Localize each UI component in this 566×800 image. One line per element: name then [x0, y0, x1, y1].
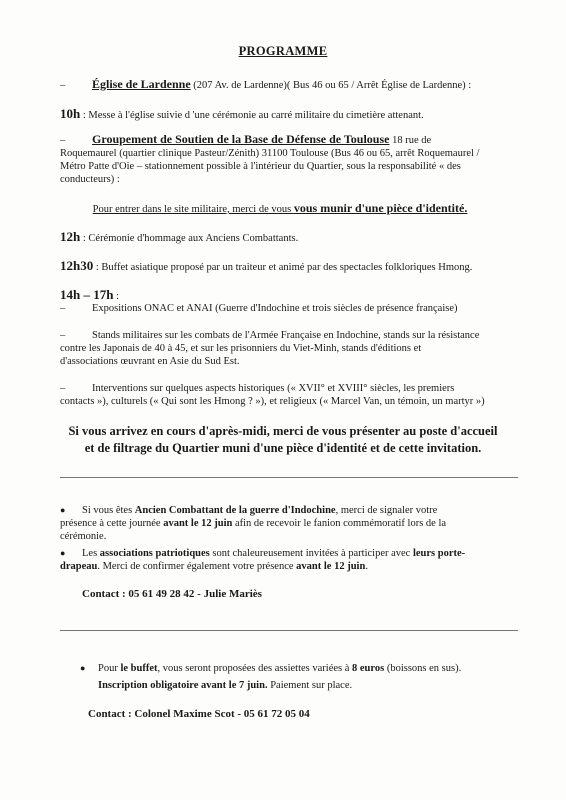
associations-deadline: avant le 12 juin — [296, 561, 366, 572]
contact-julie: Contact : 05 61 49 28 42 - Julie Mariès — [82, 588, 262, 600]
text-12h30: : Buffet asiatique proposé par un traiteur et animé par des spectacles folkloriques Hmong. — [93, 262, 473, 273]
buffet-registration: Inscription obligatoire avant le 7 juin. — [98, 680, 268, 691]
veterans-bold: Ancien Combattant de la guerre d'Indochine — [134, 505, 336, 516]
time-12h: 12h — [60, 229, 81, 244]
item-expositions-text: Expositions ONAC et ANAI (Guerre d'Indochine et trois siècles de présence française) — [92, 303, 458, 314]
time-14h-suffix: : — [113, 291, 120, 302]
veterans-notice: ● Si vous êtes Ancien Combattant de la guerre d'Indochine, merci de signaler votre présence à cette journée avant le 12 juin afin de recevoir le fanion commémoratif lors de la cérémonie. — [60, 505, 447, 542]
associations-notice: ● Les associations patriotiques sont chaleureusement invitées à participer avec leurs porte- drapeau. Merci de confirmer également votre présence avant le 12 juin. — [60, 548, 466, 572]
addr-line3: Métro Patte d'Oie – stationnement possible à l'intérieur du Quartier, sous la responsabilité « des — [60, 161, 461, 172]
stands-line2: contre les Japonais de 40 à 45, et sur les prisonniers du Viet-Minh, stands d'éditions et — [60, 343, 422, 354]
time-12h30: 12h30 — [60, 258, 94, 273]
divider — [60, 477, 518, 478]
addr-line1: 18 rue de — [389, 135, 432, 146]
afternoon-line1: Si vous arrivez en cours d'après-midi, merci de vous présenter au poste d'accueil — [68, 424, 498, 438]
bullet-icon: ● — [80, 663, 86, 673]
contact-colonel: Contact : Colonel Maxime Scot - 05 61 72 05 04 — [88, 708, 310, 720]
section-gsbdd — [60, 133, 526, 186]
id-notice-bold: vous munir d'une pièce d'identité. — [293, 201, 468, 215]
addr-line2: Roquemaurel (quartier clinique Pasteur/Zénith) 31100 Toulouse (Bus 46 ou 65, arrêt Roquemaurel / — [60, 148, 480, 159]
divider — [60, 630, 518, 631]
bullet-icon: ● — [60, 505, 66, 515]
section-12h — [60, 230, 530, 245]
page-title: PROGRAMME — [238, 44, 328, 58]
text-12h: : Cérémonie d'hommage aux Anciens Combattants. — [80, 233, 299, 244]
buffet-bold: le buffet — [120, 663, 158, 674]
afternoon-line2: et de filtrage du Quartier muni d'une pièce d'identité et de cette invitation. — [84, 441, 482, 455]
place-gsbdd: Groupement de Soutien de la Base de Défense de Toulouse — [92, 132, 390, 146]
addr-line4: conducteurs) : — [60, 174, 120, 185]
dash: – — [60, 135, 66, 146]
place-eglise-details: (207 Av. de Lardenne)( Bus 46 ou 65 / Arrêt Église de Lardenne) : — [193, 80, 472, 91]
place-eglise: Église de Lardenne — [92, 77, 191, 91]
buffet-price: 8 euros — [352, 663, 385, 674]
text-10h: : Messe à l'église suivie d 'une cérémonie au carré militaire du cimetière attenant. — [80, 110, 424, 121]
interventions-line2: contacts »), culturels (« Qui sont les Hmong ? »), et religieux (« Marcel Van, un témoin, un martyr ») — [60, 396, 485, 407]
section-eglise — [60, 78, 530, 92]
interventions-line1: Interventions sur quelques aspects historiques (« XVII° et XVIII° siècles, les premiers — [92, 383, 455, 394]
associations-bold: associations patriotiques — [99, 548, 210, 559]
afternoon-notice — [30, 423, 536, 457]
buffet-notice: ● Pour le buffet, vous seront proposées des assiettes variées à 8 euros (boissons en sus). Inscription obligatoire avant le 7 juin. Paiement sur place. — [80, 663, 462, 691]
time-14h: 14h – 17h — [60, 287, 114, 302]
dash: – — [60, 80, 66, 91]
item-interventions: – Interventions sur quelques aspects historiques (« XVII° et XVIII° siècles, les premiers contacts »), culturels (« Qui sont les Hmong ? »), et religieux (« Marcel Van, un témoin, un martyr ») — [60, 382, 526, 408]
section-12h30 — [60, 259, 540, 274]
stands-line1: Stands militaires sur les combats de l'Armée Française en Indochine, stands sur la résistance — [92, 330, 480, 341]
item-expositions: – Expositions ONAC et ANAI (Guerre d'Indochine et trois siècles de présence française) — [60, 303, 458, 314]
time-10h: 10h — [60, 106, 81, 121]
id-notice-text: Pour entrer dans le site militaire, merci de vous — [92, 204, 294, 215]
id-notice — [40, 202, 520, 216]
section-14h — [60, 288, 530, 303]
section-10h — [60, 107, 530, 122]
stands-line3: d'associations œuvrant en Asie du Sud Est. — [60, 356, 240, 367]
item-stands: – Stands militaires sur les combats de l'Armée Française en Indochine, stands sur la résistance contre les Japonais de 40 à 45, et sur les prisonniers du Viet-Minh, stands d'éditions et d'associations œuvrant en Asie du Sud Est. — [60, 329, 526, 368]
bullet-icon: ● — [60, 548, 66, 558]
veterans-deadline: avant le 12 juin — [163, 518, 233, 529]
